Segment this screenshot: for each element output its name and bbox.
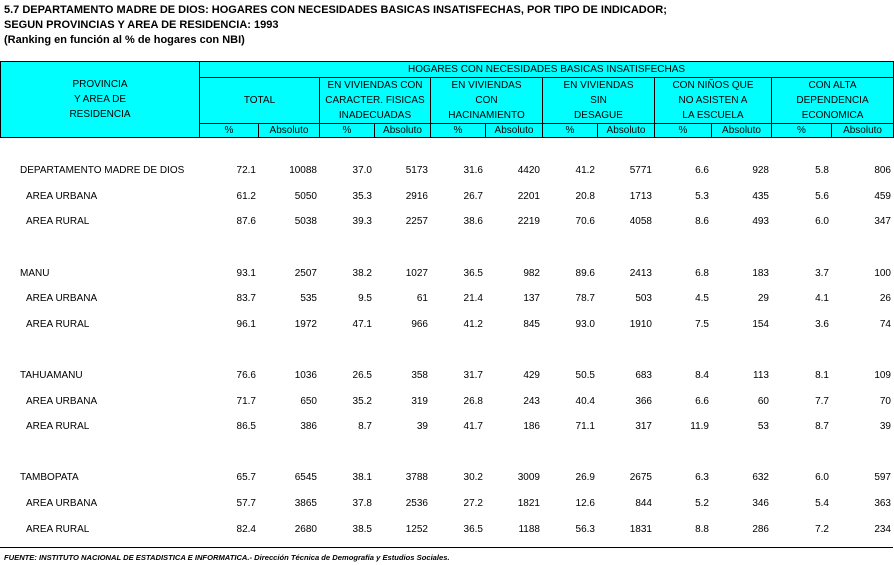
col-header-escuela: CON NIÑOS QUE NO ASISTEN A LA ESCUELA (655, 78, 772, 124)
pct-cell: 38.1 (352, 472, 372, 484)
abs-cell: 928 (752, 165, 769, 177)
abs-cell: 845 (523, 318, 540, 330)
abs-header: Absoluto (598, 124, 655, 138)
pct-cell: 38.5 (352, 523, 372, 535)
abs-cell: 503 (635, 293, 652, 305)
row-label: AREA URBANA (26, 395, 98, 407)
data-table (0, 158, 893, 542)
pct-header: % (200, 124, 259, 138)
pct-cell: 8.7 (815, 421, 829, 433)
abs-cell: 2507 (294, 267, 317, 279)
pct-cell: 5.2 (695, 498, 709, 510)
abs-cell: 286 (752, 523, 769, 535)
abs-cell: 366 (635, 395, 652, 407)
pct-cell: 38.6 (463, 216, 483, 228)
pct-cell: 93.1 (236, 267, 256, 279)
table-title: 5.7 DEPARTAMENTO MADRE DE DIOS: HOGARES CON NECESIDADES BASICAS INSATISFECHAS, POR TIPO DE INDICADOR; (4, 4, 667, 16)
pct-cell: 72.1 (236, 165, 256, 177)
spacer-row (0, 235, 893, 261)
abs-cell: 459 (874, 190, 891, 202)
abs-cell: 2675 (629, 472, 652, 484)
pct-cell: 5.3 (695, 190, 709, 202)
abs-cell: 386 (300, 421, 317, 433)
pct-cell: 38.2 (352, 267, 372, 279)
pct-cell: 6.6 (695, 165, 709, 177)
row-label: AREA RURAL (26, 216, 90, 228)
abs-cell: 183 (752, 267, 769, 279)
table-row (0, 209, 893, 235)
source-note: FUENTE: INSTITUTO NACIONAL DE ESTADISTICA E INFORMATICA.- Dirección Técnica de Demografía y Estudios Sociales. (4, 553, 450, 562)
pct-cell: 35.2 (352, 395, 372, 407)
pct-cell: 26.8 (463, 395, 483, 407)
abs-cell: 3865 (294, 498, 317, 510)
row-label: AREA RURAL (26, 318, 90, 330)
pct-cell: 7.7 (815, 395, 829, 407)
abs-cell: 2916 (405, 190, 428, 202)
col-header-hacinamiento: EN VIVIENDAS CON HACINAMIENTO (431, 78, 543, 124)
abs-header: Absoluto (832, 124, 894, 138)
abs-cell: 243 (523, 395, 540, 407)
pct-cell: 71.1 (575, 421, 595, 433)
abs-cell: 10088 (289, 165, 317, 177)
spacer-row (0, 337, 893, 363)
pct-cell: 5.6 (815, 190, 829, 202)
col-header-desague: EN VIVIENDAS SIN DESAGUE (543, 78, 655, 124)
table-row (0, 465, 893, 491)
abs-cell: 535 (300, 293, 317, 305)
pct-cell: 87.6 (236, 216, 256, 228)
abs-cell: 363 (874, 498, 891, 510)
abs-cell: 4420 (517, 165, 540, 177)
pct-cell: 5.8 (815, 165, 829, 177)
abs-cell: 100 (874, 267, 891, 279)
pct-cell: 35.3 (352, 190, 372, 202)
pct-cell: 7.5 (695, 318, 709, 330)
pct-cell: 31.6 (463, 165, 483, 177)
abs-cell: 4058 (629, 216, 652, 228)
pct-cell: 20.8 (575, 190, 595, 202)
abs-cell: 5173 (405, 165, 428, 177)
pct-cell: 36.5 (463, 267, 483, 279)
col-header-dependencia: CON ALTA DEPENDENCIA ECONOMICA (772, 78, 894, 124)
abs-cell: 5050 (294, 190, 317, 202)
row-label: TAMBOPATA (20, 472, 79, 484)
pct-cell: 93.0 (575, 318, 595, 330)
abs-cell: 53 (757, 421, 769, 433)
abs-cell: 597 (874, 472, 891, 484)
row-label-header: PROVINCIA Y AREA DE RESIDENCIA (1, 62, 200, 138)
table-subtitle: SEGUN PROVINCIAS Y AREA DE RESIDENCIA: 1993 (4, 19, 279, 31)
table-row (0, 363, 893, 389)
abs-cell: 1188 (518, 523, 540, 535)
abs-cell: 2257 (405, 216, 428, 228)
pct-cell: 82.4 (236, 523, 256, 535)
abs-cell: 1713 (629, 190, 652, 202)
abs-cell: 2413 (629, 267, 652, 279)
abs-cell: 109 (874, 370, 891, 382)
abs-cell: 2219 (517, 216, 540, 228)
abs-cell: 29 (757, 293, 769, 305)
abs-header: Absoluto (259, 124, 320, 138)
pct-cell: 57.7 (236, 498, 256, 510)
pct-cell: 47.1 (352, 318, 372, 330)
row-label: DEPARTAMENTO MADRE DE DIOS (20, 165, 185, 177)
abs-cell: 70 (879, 395, 891, 407)
pct-cell: 21.4 (463, 293, 483, 305)
row-label: AREA URBANA (26, 190, 98, 202)
pct-cell: 8.7 (358, 421, 372, 433)
abs-cell: 844 (635, 498, 652, 510)
abs-cell: 650 (300, 395, 317, 407)
pct-header: % (431, 124, 486, 138)
pct-cell: 6.0 (815, 472, 829, 484)
abs-cell: 317 (635, 421, 652, 433)
pct-cell: 4.5 (695, 293, 709, 305)
abs-cell: 61 (416, 293, 428, 305)
pct-cell: 41.2 (575, 165, 595, 177)
abs-cell: 632 (752, 472, 769, 484)
abs-cell: 2201 (517, 190, 540, 202)
row-label: AREA RURAL (26, 421, 90, 433)
abs-cell: 3788 (405, 472, 428, 484)
pct-cell: 26.9 (575, 472, 595, 484)
abs-cell: 966 (411, 318, 428, 330)
row-label: AREA URBANA (26, 498, 98, 510)
abs-cell: 1027 (405, 267, 428, 279)
pct-cell: 71.7 (236, 395, 256, 407)
abs-cell: 319 (411, 395, 428, 407)
pct-cell: 27.2 (463, 498, 483, 510)
pct-cell: 83.7 (236, 293, 256, 305)
abs-cell: 6545 (294, 472, 317, 484)
abs-cell: 347 (874, 216, 891, 228)
abs-cell: 26 (879, 293, 891, 305)
pct-cell: 76.6 (236, 370, 256, 382)
pct-cell: 4.1 (815, 293, 829, 305)
table-row (0, 312, 893, 338)
abs-cell: 39 (416, 421, 428, 433)
group-header: HOGARES CON NECESIDADES BASICAS INSATISFECHAS (200, 62, 894, 78)
abs-cell: 493 (752, 216, 769, 228)
col-header-total: TOTAL (200, 78, 320, 124)
abs-cell: 683 (635, 370, 652, 382)
abs-cell: 982 (523, 267, 540, 279)
pct-cell: 41.2 (463, 318, 483, 330)
table-row (0, 184, 893, 210)
abs-cell: 5038 (294, 216, 317, 228)
abs-cell: 154 (752, 318, 769, 330)
pct-cell: 8.6 (695, 216, 709, 228)
pct-cell: 3.6 (815, 318, 829, 330)
abs-cell: 74 (879, 318, 891, 330)
pct-cell: 70.6 (575, 216, 595, 228)
pct-cell: 6.3 (695, 472, 709, 484)
footer-divider (0, 547, 893, 548)
pct-cell: 8.8 (695, 523, 709, 535)
abs-cell: 1252 (405, 523, 428, 535)
abs-cell: 137 (523, 293, 540, 305)
pct-header: % (320, 124, 375, 138)
abs-cell: 346 (752, 498, 769, 510)
pct-cell: 78.7 (575, 293, 595, 305)
abs-cell: 1910 (629, 318, 652, 330)
table-row (0, 286, 893, 312)
abs-header: Absoluto (375, 124, 431, 138)
pct-cell: 86.5 (236, 421, 256, 433)
abs-cell: 1831 (629, 523, 652, 535)
table-row (0, 491, 893, 517)
pct-cell: 5.4 (815, 498, 829, 510)
pct-cell: 39.3 (352, 216, 372, 228)
pct-cell: 11.9 (690, 421, 709, 433)
pct-cell: 96.1 (236, 318, 256, 330)
pct-cell: 36.5 (463, 523, 483, 535)
pct-cell: 3.7 (815, 267, 829, 279)
pct-cell: 6.6 (695, 395, 709, 407)
pct-cell: 31.7 (463, 370, 483, 382)
abs-cell: 5771 (629, 165, 652, 177)
row-label: MANU (20, 267, 50, 279)
table-note: (Ranking en función al % de hogares con NBI) (4, 34, 245, 46)
pct-cell: 7.2 (815, 523, 829, 535)
pct-cell: 65.7 (236, 472, 256, 484)
abs-cell: 2680 (294, 523, 317, 535)
abs-cell: 1821 (517, 498, 540, 510)
pct-header: % (543, 124, 598, 138)
pct-cell: 26.5 (352, 370, 372, 382)
row-label: TAHUAMANU (20, 370, 83, 382)
pct-cell: 37.8 (352, 498, 372, 510)
abs-cell: 3009 (517, 472, 540, 484)
pct-cell: 6.8 (695, 267, 709, 279)
abs-cell: 358 (411, 370, 428, 382)
col-header-caracter-fisicas: EN VIVIENDAS CON CARACTER. FISICAS INADECUADAS (320, 78, 431, 124)
spacer-row (0, 440, 893, 466)
row-label: AREA RURAL (26, 523, 90, 535)
table-row (0, 388, 893, 414)
table-header (0, 61, 894, 138)
pct-cell: 30.2 (463, 472, 483, 484)
table-row (0, 158, 893, 184)
abs-cell: 113 (753, 370, 769, 382)
abs-cell: 39 (879, 421, 891, 433)
pct-cell: 41.7 (463, 421, 483, 433)
pct-cell: 40.4 (575, 395, 595, 407)
pct-cell: 89.6 (575, 267, 595, 279)
pct-cell: 50.5 (575, 370, 595, 382)
abs-header: Absoluto (712, 124, 772, 138)
table-row (0, 260, 893, 286)
pct-cell: 9.5 (358, 293, 372, 305)
pct-cell: 56.3 (575, 523, 595, 535)
pct-header: % (772, 124, 832, 138)
table-row (0, 516, 893, 542)
pct-cell: 6.0 (815, 216, 829, 228)
abs-header: Absoluto (486, 124, 543, 138)
abs-cell: 435 (752, 190, 769, 202)
abs-cell: 806 (874, 165, 891, 177)
abs-cell: 2536 (405, 498, 428, 510)
pct-header: % (655, 124, 712, 138)
abs-cell: 1036 (294, 370, 317, 382)
table-row (0, 414, 893, 440)
abs-cell: 60 (757, 395, 769, 407)
pct-cell: 37.0 (352, 165, 372, 177)
abs-cell: 429 (523, 370, 540, 382)
pct-cell: 8.4 (695, 370, 709, 382)
pct-cell: 61.2 (236, 190, 256, 202)
pct-cell: 8.1 (815, 370, 829, 382)
abs-cell: 186 (523, 421, 540, 433)
abs-cell: 234 (874, 523, 891, 535)
pct-cell: 26.7 (463, 190, 483, 202)
abs-cell: 1972 (294, 318, 317, 330)
row-label: AREA URBANA (26, 293, 98, 305)
pct-cell: 12.6 (575, 498, 595, 510)
